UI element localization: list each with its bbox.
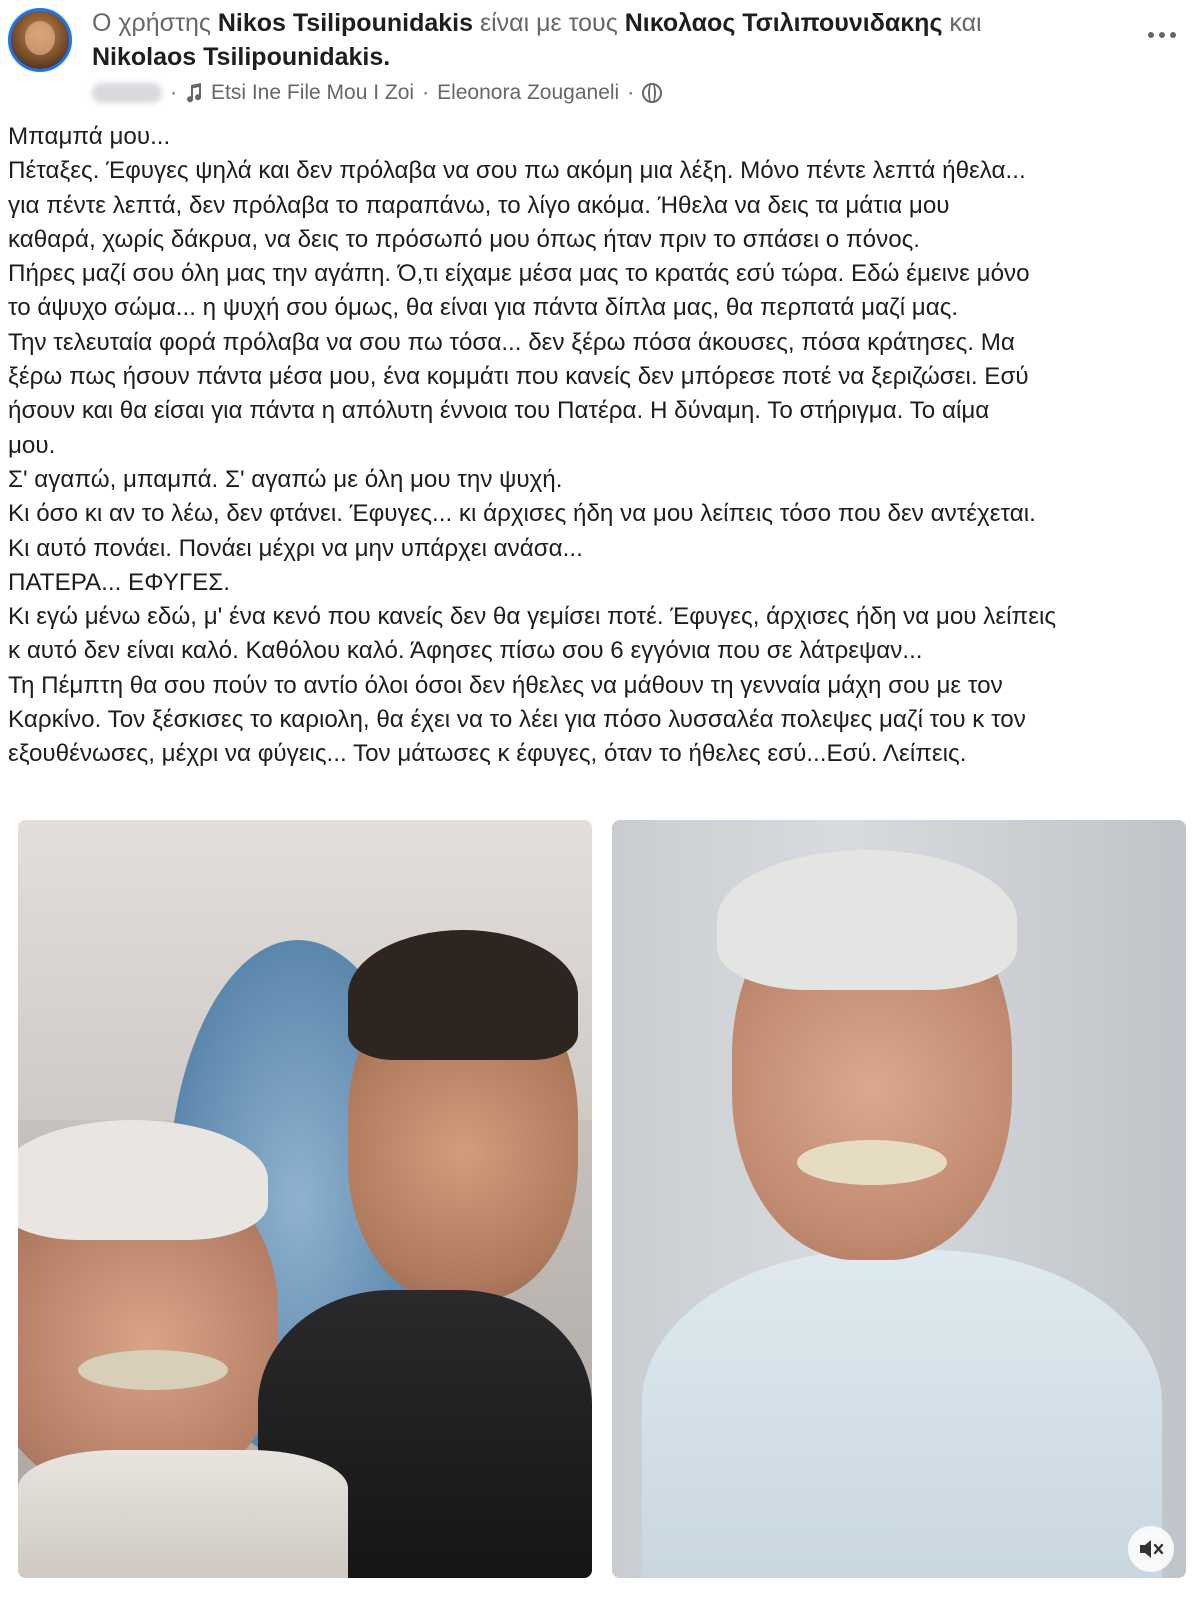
post-text-line: Την τελευταία φορά πρόλαβα να σου πω τόσα... δεν ξέρω πόσα άκουσες, πόσα κράτησες. Μα [8,328,1015,356]
post-text-line: κ αυτό δεν είναι καλό. Καθόλου καλό. Άφησες πίσω σου 6 εγγόνια που σε λάτρεψαν... [8,637,923,665]
post-text-line: Τη Πέμπτη θα σου πούν το αντίο όλοι όσοι δεν ήθελες να μάθουν τη γενναία μάχη σου με τον [8,671,1003,699]
photo-shirt [642,1250,1162,1578]
post-body-text [8,120,1198,772]
music-note-icon [185,83,203,103]
post-text-line: ΠΑΤΕΡΑ... ΕΦΥΓΕΣ. [8,568,230,596]
post-text-line: Σ' αγαπώ, μπαμπά. Σ' αγαπώ με όλη μου την ψυχή. [8,465,563,493]
post-text-line: καθαρά, χωρίς δάκρυα, να δεις το πρόσωπό μου όπως ήταν πριν το σπάσει ο πόνος. [8,225,921,253]
post-text-line: Κι εγώ μένω εδώ, μ' ένα κενό που κανείς δεν θα γεμίσει ποτέ. Έφυγες, άρχισες ήδη να μου λείπεις [8,603,1057,631]
photo-older-hair [18,1120,268,1240]
author-name-link[interactable]: Nikos Tsilipounidakis [217,9,473,37]
post-text-line: ήσουν και θα είσαι για πάντα η απόλυτη έννοια του Πατέρα. Η δύναμη. Το στήριγμα. Το αίμα [8,397,990,425]
post-text-line: Μπαμπά μου... [8,123,171,150]
post-header [0,0,1200,120]
globe-icon[interactable] [642,83,662,103]
post-photo-2[interactable] [612,820,1186,1578]
meta-separator: · [170,81,177,104]
speaker-muted-icon [1138,1537,1164,1561]
meta-separator: · [627,81,635,104]
tagged-friend-link-1[interactable]: Νικολαος Τσιλιπουνιδακης [624,9,943,37]
song-title-link[interactable]: Etsi Ine File Mou I Zoi [211,81,415,104]
author-prefix: Ο χρήστης [92,9,211,37]
photo-older-mustache [78,1350,228,1390]
post-text-line: Πέταξες. Έφυγες ψηλά και δεν πρόλαβα να σου πω ακόμη μια λέξη. Μόνο πέντε λεπτά ήθελα... [8,157,1026,185]
more-options-button[interactable] [1140,20,1184,50]
artist-name-link[interactable]: Eleonora Zouganeli [437,81,620,104]
with-text: είναι με τους [479,9,618,37]
post-text-line: Κι αυτό πονάει. Πονάει μέχρι να μην υπάρχει ανάσα... [8,534,583,562]
and-text: και [949,9,982,37]
post-text-line: εξουθένωσες, μέχρι να φύγεις... Τον μάτωσες κ έφυγες, όταν το ήθελες εσύ...Εσύ. Λείπεις. [8,740,967,768]
photo-older-sweater [18,1450,348,1578]
more-options-icon [1148,32,1154,38]
author-avatar[interactable] [8,8,72,72]
tagged-friend-link-2[interactable]: Nikolaos Tsilipounidakis. [92,43,391,71]
photo-younger-hair [348,930,578,1060]
post-text-line: μου. [8,431,56,459]
photo-hair [717,850,1017,990]
post-text-line: Πήρες μαζί σου όλη μας την αγάπη. Ό,τι είχαμε μέσα μας το κρατάς εσύ τώρα. Εδώ έμεινε μόνο [8,260,1030,288]
post-text-line: για πέντε λεπτά, δεν πρόλαβα το παραπάνω, το λίγο ακόμα. Ήθελα να δεις τα μάτια μου [8,191,950,219]
timestamp-blurred[interactable] [92,83,162,103]
photo-mustache [797,1140,947,1185]
post-text-line: το άψυχο σώμα... η ψυχή σου όμως, θα είναι για πάντα δίπλα μας, θα περπατά μαζί μας. [8,294,959,322]
author-line [92,6,1102,40]
post-text-line: Καρκίνο. Τον ξέσκισες το καριολη, θα έχει να το λέει για πόσο λυσσαλέα πολεψες μαζί του κ τον [8,706,1026,734]
post-text-line: ξέρω πως ήσουν πάντα μέσα μου, ένα κομμάτι που κανείς δεν μπόρεσε ποτέ να ξεριζώσει. Εσύ [8,363,1029,391]
meta-separator: · [422,81,430,104]
post-meta [92,78,662,108]
mute-button[interactable] [1128,1526,1174,1572]
post-text-line: Κι όσο κι αν το λέω, δεν φτάνει. Έφυγες... κι άρχισες ήδη να μου λείπεις τόσο που δεν αντέχεται. [8,500,1036,528]
post-photo-1[interactable] [18,820,592,1578]
